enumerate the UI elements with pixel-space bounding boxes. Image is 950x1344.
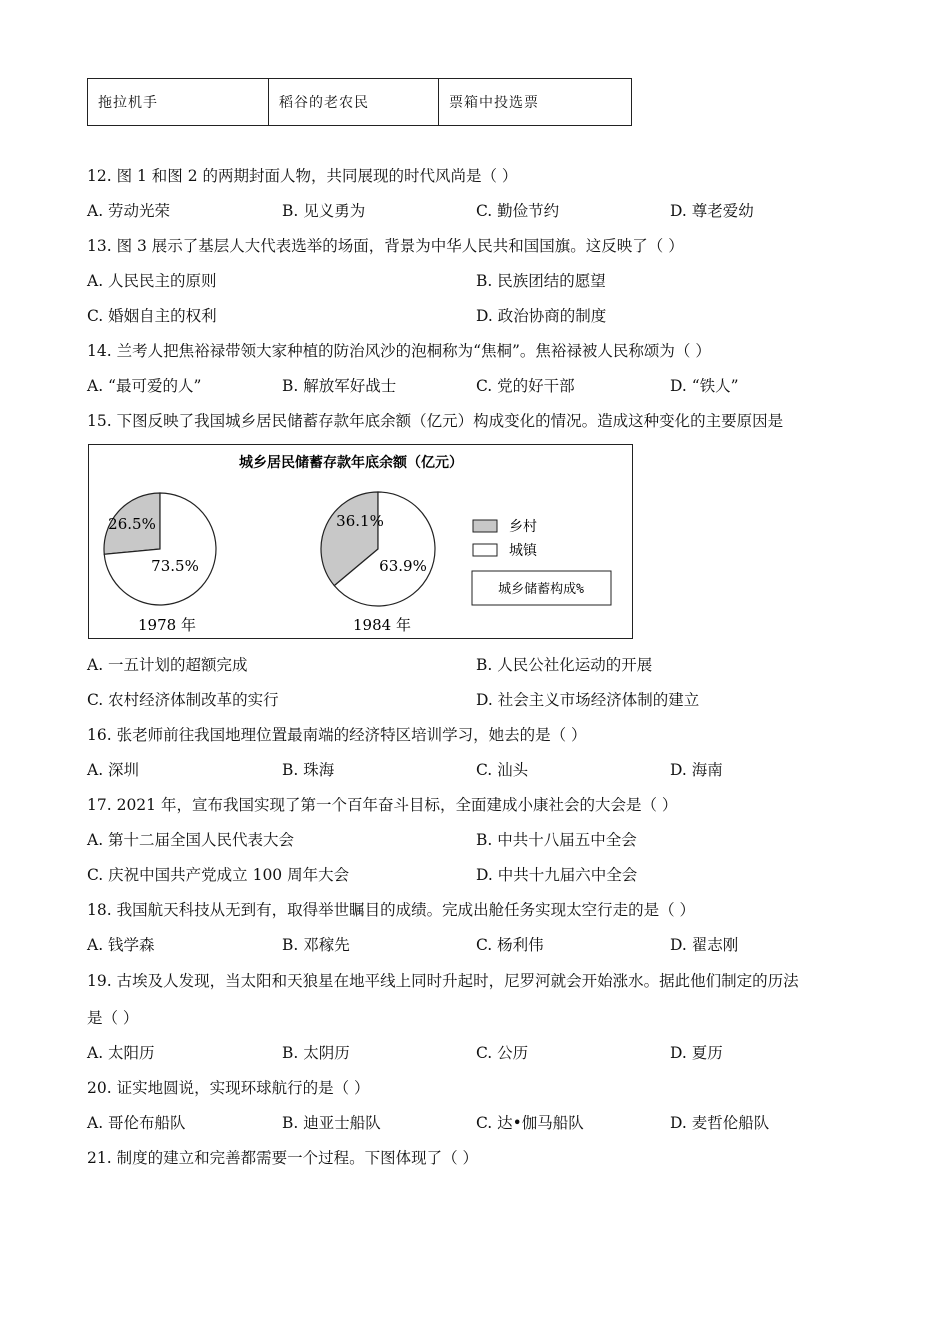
q13-option-c: C. 婚姻自主的权利 (87, 307, 217, 325)
q15-option-a: A. 一五计划的超额完成 (87, 656, 248, 674)
q20-option-b: B. 迪亚士船队 (282, 1114, 381, 1132)
chart-title: 城乡居民储蓄存款年底余额（亿元） (239, 455, 463, 471)
question-18-stem: 18. 我国航天科技从无到有，取得举世瞩目的成绩。完成出舱任务实现太空行走的是（ ） (87, 901, 696, 919)
q20-option-d: D. 麦哲伦船队 (670, 1114, 770, 1132)
q14-option-b: B. 解放军好战士 (282, 377, 397, 395)
q20-option-c: C. 达•伽马船队 (476, 1114, 584, 1132)
pie-data-label: 26.5% (108, 515, 156, 533)
q19-option-d: D. 夏历 (670, 1044, 723, 1062)
question-15-stem: 15. 下图反映了我国城乡居民储蓄存款年底余额（亿元）构成变化的情况。造成这种变化的主要原因是 (87, 412, 784, 430)
q16-option-a: A. 深圳 (87, 761, 140, 779)
q12-option-c: C. 勤俭节约 (476, 202, 560, 220)
caption-cell-3: 票箱中投选票 (439, 79, 632, 126)
pie-chart-1978 (104, 493, 216, 605)
question-20-stem: 20. 证实地圆说，实现环球航行的是（ ） (87, 1079, 370, 1097)
caption-table (87, 78, 632, 126)
question-12-stem: 12. 图 1 和图 2 的两期封面人物，共同展现的时代风尚是（ ） (87, 167, 518, 185)
q18-option-c: C. 杨利伟 (476, 936, 544, 954)
question-16-stem: 16. 张老师前往我国地理位置最南端的经济特区培训学习，她去的是（ ） (87, 726, 587, 744)
caption-row (88, 79, 632, 126)
savings-chart-svg (89, 445, 634, 640)
q18-option-d: D. 翟志刚 (670, 936, 739, 954)
question-19-stem: 19. 古埃及人发现，当太阳和天狼星在地平线上同时升起时，尼罗河就会开始涨水。据此他们制定的历法 (87, 972, 799, 990)
legend-label-rural: 乡村 (509, 519, 537, 535)
q18-option-b: B. 邓稼先 (282, 936, 350, 954)
q19-option-b: B. 太阴历 (282, 1044, 350, 1062)
pie-data-label: 36.1% (336, 512, 384, 530)
q14-option-c: C. 党的好干部 (476, 377, 575, 395)
q19-option-a: A. 太阳历 (87, 1044, 155, 1062)
q13-option-b: B. 民族团结的愿望 (476, 272, 606, 290)
pie-data-label: 63.9% (379, 557, 427, 575)
q13-option-a: A. 人民民主的原则 (87, 272, 217, 290)
q16-option-c: C. 汕头 (476, 761, 529, 779)
q17-option-d: D. 中共十九届六中全会 (476, 866, 638, 884)
q12-option-a: A. 劳动光荣 (87, 202, 171, 220)
q15-option-b: B. 人民公社化运动的开展 (476, 656, 653, 674)
q12-option-d: D. 尊老爱幼 (670, 202, 754, 220)
question-17-stem: 17. 2021 年，宣布我国实现了第一个百年奋斗目标，全面建成小康社会的大会是（ ） (87, 796, 678, 814)
q17-option-c: C. 庆祝中国共产党成立 100 周年大会 (87, 866, 350, 884)
q17-option-a: A. 第十二届全国人民代表大会 (87, 831, 295, 849)
question-13-stem: 13. 图 3 展示了基层人大代表选举的场面，背景为中华人民共和国国旗。这反映了（ ） (87, 237, 684, 255)
q19-option-c: C. 公历 (476, 1044, 529, 1062)
q20-option-a: A. 哥伦布船队 (87, 1114, 186, 1132)
q13-option-d: D. 政治协商的制度 (476, 307, 607, 325)
savings-chart (88, 444, 633, 639)
q16-option-d: D. 海南 (670, 761, 723, 779)
caption-cell-1: 拖拉机手 (88, 79, 269, 126)
q15-option-d: D. 社会主义市场经济体制的建立 (476, 691, 700, 709)
pie-data-label: 73.5% (151, 557, 199, 575)
question-21-stem: 21. 制度的建立和完善都需要一个过程。下图体现了（ ） (87, 1149, 479, 1167)
question-19-stem-cont: 是（ ） (87, 1009, 139, 1027)
caption-cell-2: 稻谷的老农民 (269, 79, 439, 126)
q12-option-b: B. 见义勇为 (282, 202, 366, 220)
legend-swatch-rural (473, 520, 497, 532)
q14-option-d: D. “铁人” (670, 377, 739, 395)
q17-option-b: B. 中共十八届五中全会 (476, 831, 637, 849)
pie-year-1984: 1984 年 (353, 616, 411, 634)
legend-label-urban: 城镇 (509, 543, 537, 559)
q14-option-a: A. “最可爱的人” (87, 377, 202, 395)
question-14-stem: 14. 兰考人把焦裕禄带领大家种植的防治风沙的泡桐称为“焦桐”。焦裕禄被人民称颂为（ ） (87, 342, 711, 360)
q16-option-b: B. 珠海 (282, 761, 335, 779)
pie-year-1978: 1978 年 (138, 616, 196, 634)
q18-option-a: A. 钱学森 (87, 936, 155, 954)
q15-option-c: C. 农村经济体制改革的实行 (87, 691, 279, 709)
legend-caption: 城乡储蓄构成% (498, 582, 584, 597)
legend-swatch-urban (473, 544, 497, 556)
pie-chart-1984 (321, 492, 435, 606)
